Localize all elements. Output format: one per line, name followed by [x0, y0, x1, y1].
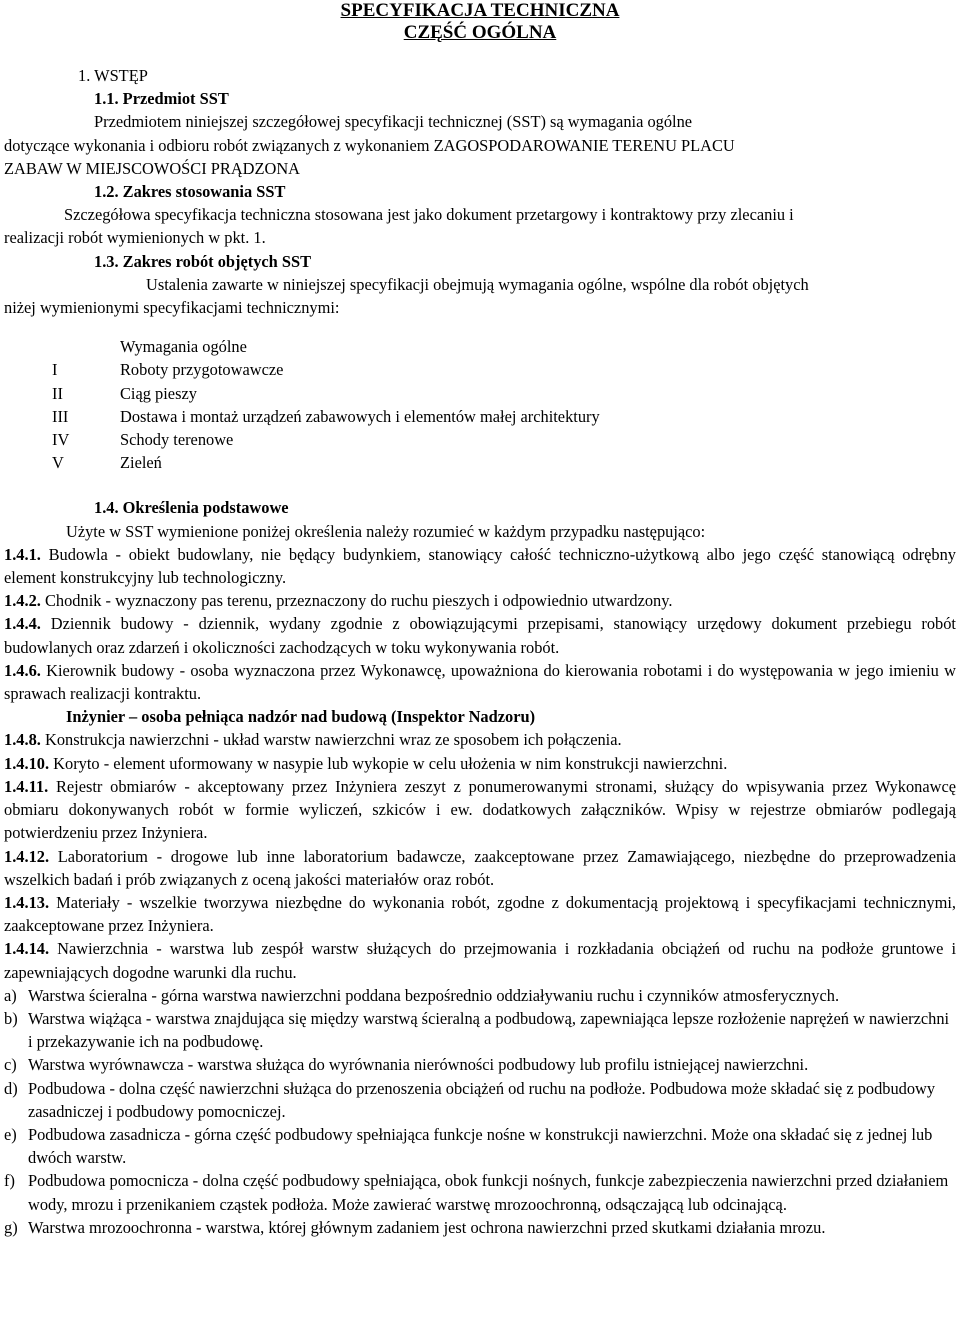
- list-item-label: Ciąg pieszy: [120, 383, 197, 403]
- definition-number: 1.4.1.: [4, 544, 41, 564]
- layer-item: [4, 1077, 956, 1123]
- layer-text: Warstwa ścieralna - górna warstwa nawierzchni poddana bezpośrednio oddziaływaniu ruchu i czynników atmosferycznych.: [28, 985, 840, 1005]
- list-item-number: V: [52, 453, 64, 473]
- list-item-number: II: [52, 383, 63, 403]
- definition-item: [4, 775, 956, 845]
- layer-label: f): [4, 1171, 15, 1191]
- definition-item: [4, 937, 956, 983]
- definition-text: Chodnik - wyznaczony pas terenu, przeznaczony do ruchu pieszych i odpowiednio utwardzony.: [40, 591, 673, 611]
- list-item: [52, 405, 600, 428]
- layer-item: [4, 1007, 956, 1053]
- layer-text: Warstwa wiążąca - warstwa znajdująca się między warstwą ścieralną a podbudową, zapewniająca lepsze rozłożenie naprężeń w nawierzchni i przekazywanie ich na podbudowę.: [28, 1008, 950, 1052]
- layer-text: Warstwa wyrównawcza - warstwa służąca do wyrównania nierówności podbudowy lub profilu istniejącej nawierzchni.: [28, 1055, 809, 1075]
- section-1-2-heading: 1.2. Zakres stosowania SST: [94, 182, 286, 202]
- section-1-1-line: Przedmiotem niniejszej szczegółowej specyfikacji technicznej (SST) są wymagania ogólne: [94, 112, 693, 132]
- document-title: SPECYFIKACJA TECHNICZNA: [340, 0, 620, 21]
- definition-number: 1.4.10.: [4, 753, 50, 773]
- section-1-2-line: realizacji robót wymienionych w pkt. 1.: [4, 228, 266, 248]
- section-1-3-heading: 1.3. Zakres robót objętych SST: [94, 251, 312, 271]
- layer-text: Podbudowa zasadnicza - górna część podbudowy spełniająca funkcje nośne w konstrukcji nawierzchni. Może ona składać się z jednej lub dwóch warstw.: [28, 1124, 933, 1168]
- definition-number: 1.4.12.: [4, 846, 50, 866]
- list-item-number: [52, 335, 120, 358]
- layer-label: e): [4, 1124, 17, 1144]
- definition-item: [4, 728, 956, 751]
- definition-item: [4, 845, 956, 891]
- definition-number: 1.4.8.: [4, 730, 41, 750]
- layer-item: [4, 1123, 956, 1169]
- section-1-1-line: ZABAW W MIEJSCOWOŚCI PRĄDZONA: [4, 158, 301, 178]
- definition-item: [4, 659, 956, 705]
- section-1-1-heading: 1.1. Przedmiot SST: [94, 89, 229, 109]
- definition-text: Budowla - obiekt budowlany, nie będący budynkiem, stanowiący całość techniczno-użytkową albo jego część stanowiącą odrębny element konstrukcyjny lub technologiczny.: [4, 544, 956, 588]
- section-1-3-line: Ustalenia zawarte w niniejszej specyfikacji obejmują wymagania ogólne, wspólne dla robót objętych: [146, 274, 809, 294]
- definition-number: 1.4.13.: [4, 892, 50, 912]
- definition-text: Materiały - wszelkie tworzywa niezbędne do wykonania robót, zgodne z dokumentacją projektową i specyfikacjami technicznymi, zaakceptowane przez Inżyniera.: [4, 892, 956, 936]
- list-item: [52, 335, 600, 358]
- layer-item: [4, 1216, 956, 1239]
- list-item: [52, 428, 600, 451]
- list-item-label: Dostawa i montaż urządzeń zabawowych i elementów małej architektury: [120, 406, 600, 426]
- definition-number: 1.4.6.: [4, 660, 41, 680]
- list-item-label: Schody terenowe: [120, 430, 234, 450]
- layer-label: g): [4, 1217, 18, 1237]
- definition-item: [4, 612, 956, 658]
- definition-number: 1.4.14.: [4, 939, 50, 959]
- definition-item: [4, 543, 956, 589]
- definition-item: [4, 589, 956, 612]
- layer-item: [4, 1053, 956, 1076]
- spec-list: [52, 335, 600, 474]
- layer-label: c): [4, 1055, 17, 1075]
- document-page: [4, 0, 956, 1239]
- list-item: [52, 382, 600, 405]
- layer-item: [4, 984, 956, 1007]
- layer-text: Warstwa mrozoochronna - warstwa, której głównym zadaniem jest ochrona nawierzchni przed skutkami działania mrozu.: [28, 1217, 826, 1237]
- layer-label: d): [4, 1078, 18, 1098]
- definition-text: Laboratorium - drogowe lub inne laboratorium badawcze, zaakceptowane przez Zamawiającego, niezbędne do przeprowadzenia wszelkich badań i prób związanych z oceną jakości materiałów oraz robót.: [4, 846, 956, 889]
- section-1-3-line: niżej wymienionymi specyfikacjami technicznymi:: [4, 298, 340, 318]
- list-item-number: I: [52, 360, 58, 380]
- layer-text: Podbudowa pomocnicza - dolna część podbudowy spełniająca, obok funkcji nośnych, funkcje zabezpieczenia nawierzchni przed działaniem wody, mrozu i przenikaniem cząstek podłoża. Może zawierać warstwę mrozoochronną, odsączającą lub odcinającą.: [28, 1171, 949, 1214]
- layer-label: b): [4, 1008, 18, 1028]
- section-1-4-heading: 1.4. Określenia podstawowe: [94, 498, 289, 518]
- definition-number: 1.4.2.: [4, 591, 41, 611]
- definition-text: Nawierzchnia - warstwa lub zespół warstw służących do przejmowania i rozkładania obciążeń od ruchu na podłoże gruntowe i zapewniających dogodne warunki dla ruchu.: [4, 939, 956, 982]
- definition-number: 1.4.11.: [4, 776, 49, 796]
- section-1-2-line: Szczegółowa specyfikacja techniczna stosowana jest jako dokument przetargowy i kontraktowy przy zlecaniu i: [64, 205, 794, 225]
- layer-label: a): [4, 985, 17, 1005]
- list-item-label: Zieleń: [120, 453, 162, 473]
- list-item-number: IV: [52, 430, 70, 450]
- section-1-heading: 1. WSTĘP: [78, 66, 148, 85]
- engineer-definition: Inżynier – osoba pełniąca nadzór nad budową (Inspektor Nadzoru): [66, 707, 536, 727]
- document-subtitle: CZĘŚĆ OGÓLNA: [403, 22, 557, 43]
- definition-text: Dziennik budowy - dziennik, wydany zgodnie z obowiązującymi przepisami, stanowiący urzędowy dokument przebiegu robót budowlanych oraz zdarzeń i okoliczności zachodzących w toku wykonywania robót.: [4, 614, 956, 657]
- list-item: [52, 358, 600, 381]
- definition-text: Koryto - element uformowany w nasypie lub wykopie w celu ułożenia w nim konstrukcji nawierzchni.: [49, 753, 728, 773]
- section-1-1-line: dotyczące wykonania i odbioru robót związanych z wykonaniem ZAGOSPODAROWANIE TERENU PLACU: [4, 135, 735, 155]
- definition-text: Kierownik budowy - osoba wyznaczona przez Wykonawcę, upoważniona do kierowania robotami i do występowania w jego imieniu w sprawach realizacji kontraktu.: [4, 660, 956, 704]
- layer-item: [4, 1169, 956, 1215]
- list-item: [52, 451, 600, 474]
- definition-text: Konstrukcja nawierzchni - układ warstw nawierzchni wraz ze sposobem ich połączenia.: [40, 730, 622, 750]
- section-1-4-intro: Użyte w SST wymienione poniżej określenia należy rozumieć w każdym przypadku następująco:: [66, 521, 706, 541]
- definition-item: [4, 891, 956, 937]
- definition-text: Rejestr obmiarów - akceptowany przez Inżyniera zeszyt z ponumerowanymi stronami, służący do wpisywania przez Wykonawcę obmiaru dokonywanych robót w formie wyliczeń, szkiców i ew. dodatkowych załączników. Wpisy w rejestrze obmiarów podlegają potwierdzeniu przez Inżyniera.: [4, 776, 956, 843]
- list-item-label: Roboty przygotowawcze: [120, 360, 284, 380]
- definition-item: [4, 752, 956, 775]
- definition-number: 1.4.4.: [4, 614, 41, 634]
- list-item-number: III: [52, 406, 69, 426]
- list-item-label: Wymagania ogólne: [120, 337, 247, 357]
- layer-text: Podbudowa - dolna część nawierzchni służąca do przenoszenia obciążeń od ruchu na podłoże. Podbudowa może składać się z podbudowy zasadniczej i podbudowy pomocniczej.: [28, 1078, 936, 1121]
